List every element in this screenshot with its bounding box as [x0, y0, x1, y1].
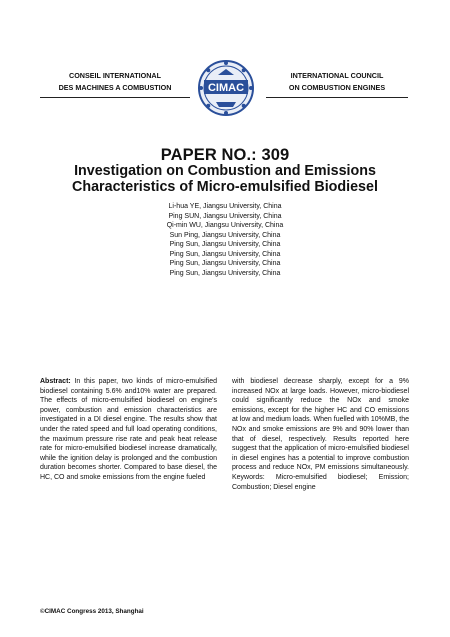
abstract-label: Abstract:	[40, 378, 71, 385]
footer-copyright: ©CIMAC Congress 2013, Shanghai	[40, 608, 144, 615]
author: Ping Sun, Jiangsu University, China	[169, 250, 281, 258]
author: Li-hua YE, Jiangsu University, China	[168, 203, 282, 210]
author: Ping Sun, Jiangsu University, China	[169, 260, 281, 267]
org-name-english	[266, 70, 408, 98]
author: Ping Sun, Jiangsu University, China	[169, 269, 281, 277]
paper-title	[20, 164, 430, 195]
abstract-column-right	[232, 377, 409, 492]
header-rule-left	[40, 97, 190, 98]
org-line: DES MACHINES A COMBUSTION	[58, 83, 172, 92]
abstract-text-left: In this paper, two kinds of micro-emulsified biodiesel containing 5.6% and10% water are prepared. The effects of micro-emulsified biodiesel on engine's power, combustion and emission characteristics are investigated in a DI diesel engine. The results show that under the rated speed and full load operating conditions, the maximum pressure rise rate and peak heat release rate for micro-emulsified biodiesel increase dramatically, while the ignition delay is prolonged and the combustion duration becomes shorter. Compared to base diesel, the HC, CO and smoke emissions from the engine fueled	[40, 378, 218, 481]
header-rule-right	[266, 97, 408, 98]
org-line: INTERNATIONAL COUNCIL	[290, 71, 384, 80]
org-line: ON COMBUSTION ENGINES	[288, 83, 386, 92]
org-name-french	[40, 70, 190, 98]
paper-number: PAPER NO.: 309	[160, 146, 290, 164]
author-list	[0, 202, 450, 278]
author: Sun Ping, Jiangsu University, China	[169, 231, 281, 239]
cimac-logo	[196, 58, 256, 118]
abstract-text-right: with biodiesel decrease sharply, except for a 9% increased NOx at large loads. However, micro-biodiesel could significantly reduce the NOx and smoke emissions, except for the higher HC and CO emissions at low and medium loads. When fuelled with 10%MB, the NOx and smoke emissions are 9% and 90% lower than that of diesel, respectively. Results reported here suggest that the application of micro-emulsified biodiesel in diesel engines has a potential to improve combustion process and reduce NOx, PM emissions simultaneously. Keywords: Micro-emulsified biodiesel; Emission; Combustion; Diesel engine	[232, 378, 409, 491]
author: Qi-min WU, Jiangsu University, China	[166, 222, 284, 229]
logo-text: CIMAC	[207, 82, 245, 94]
author: Ping SUN, Jiangsu University, China	[168, 212, 282, 220]
title-line: Investigation on Combustion and Emissions	[74, 163, 376, 179]
org-line: CONSEIL INTERNATIONAL	[69, 71, 161, 80]
abstract-column-left	[40, 377, 217, 483]
author: Ping Sun, Jiangsu University, China	[169, 241, 281, 248]
title-line: Characteristics of Micro-emulsified Biodiesel	[72, 178, 378, 195]
